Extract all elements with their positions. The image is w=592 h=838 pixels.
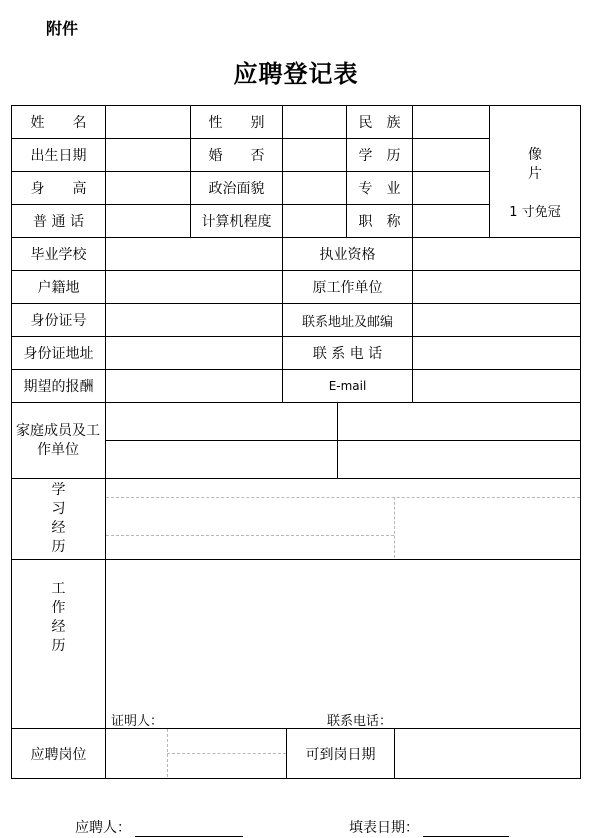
label-work: 工作经历 xyxy=(51,581,66,654)
label-name: 姓 名 xyxy=(30,115,87,131)
label-salary: 期望的报酬 xyxy=(23,379,94,395)
label-witness-phone: 联系电话： xyxy=(327,714,393,729)
label-family: 家庭成员及工作单位 xyxy=(16,422,100,458)
input-name[interactable] xyxy=(106,106,190,138)
label-fill-date: 填表日期： xyxy=(349,820,419,836)
input-id-number[interactable] xyxy=(106,304,282,336)
label-birthdate: 出生日期 xyxy=(30,148,87,164)
photo-label-1: 像 xyxy=(528,147,542,163)
label-ethnicity: 民 族 xyxy=(358,115,401,131)
input-applicant-line[interactable] xyxy=(135,822,243,837)
input-title[interactable] xyxy=(413,205,489,237)
label-qualification: 执业资格 xyxy=(319,247,376,263)
label-position: 应聘岗位 xyxy=(30,746,87,763)
input-family-1b[interactable] xyxy=(338,403,580,440)
label-major: 专 业 xyxy=(358,181,401,197)
input-family-2b[interactable] xyxy=(338,441,580,478)
input-work-history[interactable] xyxy=(106,560,580,705)
input-qualification[interactable] xyxy=(413,238,580,270)
input-major[interactable] xyxy=(413,172,489,204)
label-marital: 婚 否 xyxy=(208,148,265,164)
input-fill-date-line[interactable] xyxy=(423,822,509,837)
label-phone: 联 系 电 话 xyxy=(312,346,383,362)
input-phone[interactable] xyxy=(413,337,580,369)
input-ethnicity[interactable] xyxy=(413,106,489,138)
label-political: 政治面貌 xyxy=(208,181,265,197)
label-start-date: 可到岗日期 xyxy=(305,746,376,763)
form-title: 应聘登记表 xyxy=(233,60,359,88)
footer-applicant xyxy=(75,817,243,837)
input-education[interactable] xyxy=(413,139,489,171)
input-birthdate[interactable] xyxy=(106,139,190,171)
label-hukou: 户籍地 xyxy=(37,280,80,296)
input-gender[interactable] xyxy=(283,106,346,138)
label-witness: 证明人： xyxy=(111,714,164,729)
input-mandarin[interactable] xyxy=(106,205,190,237)
input-family-1a[interactable] xyxy=(106,403,337,440)
label-height: 身 高 xyxy=(30,181,87,197)
label-title: 职 称 xyxy=(358,214,401,230)
label-mandarin: 普 通 话 xyxy=(33,214,84,230)
input-height[interactable] xyxy=(106,172,190,204)
label-id-number: 身份证号 xyxy=(30,313,87,329)
input-marital[interactable] xyxy=(283,139,346,171)
input-email[interactable] xyxy=(413,370,580,402)
label-study: 学习经历 xyxy=(51,482,66,555)
label-address-zip: 联系地址及邮编 xyxy=(301,314,393,330)
photo-box[interactable] xyxy=(490,106,580,237)
label-gender: 性 别 xyxy=(208,115,265,131)
footer-fill-date xyxy=(349,817,509,837)
label-computer: 计算机程度 xyxy=(201,214,272,230)
input-family-2a[interactable] xyxy=(106,441,337,478)
label-email: E-mail xyxy=(328,379,367,393)
input-id-address[interactable] xyxy=(106,337,282,369)
input-hukou[interactable] xyxy=(106,271,282,303)
input-computer[interactable] xyxy=(283,205,346,237)
label-education: 学 历 xyxy=(358,148,401,164)
input-prev-employer[interactable] xyxy=(413,271,580,303)
input-position[interactable] xyxy=(106,729,286,778)
label-school: 毕业学校 xyxy=(30,247,87,263)
label-applicant: 应聘人： xyxy=(75,820,131,836)
label-prev-employer: 原工作单位 xyxy=(312,280,383,296)
input-study-history[interactable] xyxy=(106,479,580,559)
input-address-zip[interactable] xyxy=(413,304,580,336)
input-start-date[interactable] xyxy=(395,729,580,778)
attachment-label: 附件 xyxy=(46,19,79,38)
photo-label-2: 片 xyxy=(528,166,542,182)
label-id-address: 身份证地址 xyxy=(23,346,94,362)
photo-size-note: 1 寸免冠 xyxy=(509,205,561,220)
input-salary[interactable] xyxy=(106,370,282,402)
input-political[interactable] xyxy=(283,172,346,204)
input-school[interactable] xyxy=(106,238,282,270)
